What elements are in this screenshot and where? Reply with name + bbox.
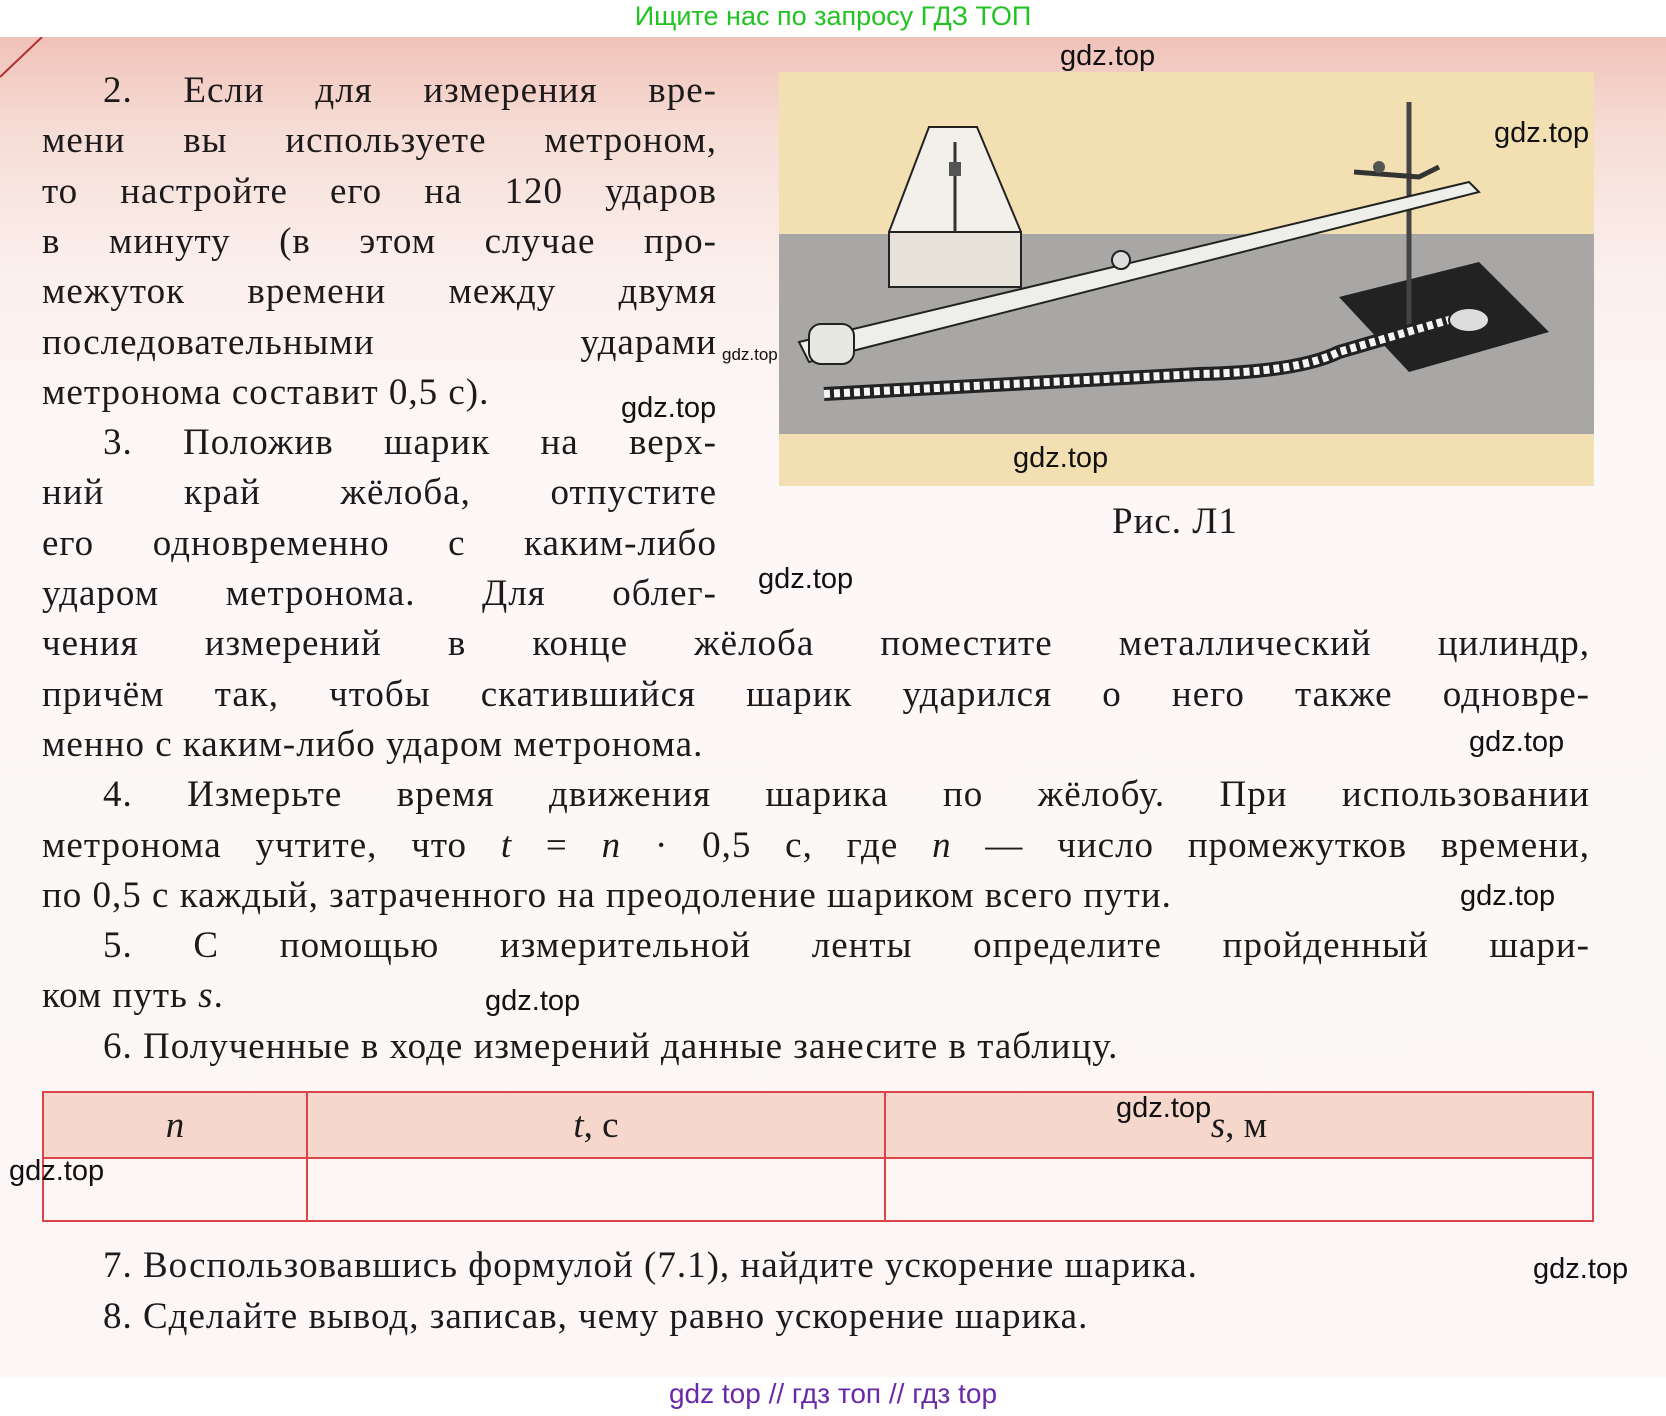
- text-line: [42, 873, 1172, 919]
- table-row: [43, 1158, 1593, 1221]
- text-line: [103, 68, 717, 114]
- watermark-text: gdz.top: [1494, 117, 1590, 149]
- watermark-text: gdz.top: [621, 392, 717, 424]
- text-line: [42, 571, 717, 617]
- search-banner: Ищите нас по запросу ГДЗ ТОП: [0, 0, 1666, 37]
- text-segment: менно с каким-либо ударом метронома.: [42, 723, 704, 765]
- metronome-ramp-illustration: [779, 72, 1594, 486]
- text-line: [42, 722, 703, 768]
- text-segment: 7. Воспользовавшись формулой (7.1), найдите ускорение шарика.: [103, 1245, 1198, 1286]
- table-cell: [885, 1158, 1593, 1221]
- watermark-text: gdz.top: [1533, 1253, 1629, 1285]
- text-segment: по 0,5 с каждый, затраченного на преодоление шариком всего пути.: [42, 874, 1172, 916]
- footer-watermark: gdz top // гдз топ // гдз top: [668, 1378, 998, 1409]
- text-segment: · 0,5 с, где: [621, 824, 933, 866]
- text-segment: ударом метронома. Для облег-: [42, 573, 717, 614]
- figure-caption: Рис. Л1: [1112, 501, 1238, 542]
- text-segment: метронома учтите, что: [42, 824, 501, 866]
- text-segment: то настройте его на 120 ударов: [42, 170, 717, 212]
- column-header-s: [885, 1092, 1593, 1158]
- text-segment: ком путь: [42, 975, 199, 1017]
- watermark-text: gdz.top: [1469, 726, 1565, 758]
- text-line: [103, 1243, 1198, 1289]
- text-line: [42, 621, 1590, 667]
- text-segment: 2. Если для измерения вре-: [103, 70, 717, 111]
- text-segment: чения измерений в конце жёлоба поместите металлический цилиндр,: [42, 623, 1590, 665]
- text-line: [42, 118, 717, 164]
- text-segment: 5. С помощью измерительной ленты определите пройденный шари-: [103, 925, 1590, 967]
- text-segment: .: [213, 975, 224, 1017]
- page-corner-line: [0, 37, 50, 87]
- column-header-t: [307, 1092, 885, 1158]
- text-line: [42, 169, 717, 215]
- math-variable: n: [601, 824, 622, 866]
- table-header-row: [43, 1092, 1593, 1158]
- watermark-text: gdz.top: [9, 1155, 105, 1187]
- math-variable: n: [932, 824, 952, 866]
- text-segment: в минуту (в этом случае про-: [42, 220, 717, 262]
- text-line: [103, 420, 717, 466]
- math-variable: s: [198, 975, 214, 1017]
- metronome-icon: [889, 127, 1021, 287]
- text-line: [103, 1024, 1118, 1070]
- text-line: [42, 219, 717, 265]
- text-line: [42, 973, 224, 1019]
- text-segment: 8. Сделайте вывод, записав, чему равно ускорение шарика.: [103, 1296, 1089, 1337]
- text-segment: его одновременно с каким-либо: [42, 522, 717, 564]
- text-segment: метронома составит 0,5 с).: [42, 371, 490, 413]
- unit: , с: [583, 1104, 619, 1146]
- measurements-table: [42, 1091, 1594, 1222]
- text-line: [103, 1294, 1088, 1340]
- text-segment: мени вы используете метроном,: [42, 120, 717, 162]
- watermark-text: gdz.top: [1060, 40, 1156, 72]
- text-line: [103, 772, 1590, 818]
- watermark-text: gdz.top: [1460, 880, 1556, 912]
- symbol: t: [573, 1104, 584, 1146]
- text-segment: ний край жёлоба, отпустите: [42, 472, 717, 514]
- watermark-text: gdz.top: [1116, 1092, 1212, 1124]
- text-segment: 3. Положив шарик на верх-: [103, 422, 717, 464]
- text-segment: последовательными ударами: [42, 321, 717, 363]
- text-segment: межуток времени между двумя: [42, 271, 717, 313]
- text-line: [42, 269, 717, 315]
- figure-l1-apparatus: [779, 72, 1594, 486]
- watermark-text: gdz.top: [1013, 442, 1109, 474]
- text-line: [42, 672, 1590, 718]
- text-segment: причём так, чтобы скатившийся шарик ударился о него также одновре-: [42, 673, 1590, 715]
- text-line: [42, 521, 717, 567]
- symbol: s: [1210, 1104, 1226, 1146]
- text-segment: =: [512, 824, 602, 866]
- text-segment: — число промежутков времени,: [951, 824, 1591, 866]
- text-segment: 6. Полученные в ходе измерений данные занесите в таблицу.: [103, 1025, 1119, 1067]
- text-line: [42, 320, 717, 366]
- watermark-text: gdz.top: [758, 563, 854, 595]
- text-line: [42, 370, 489, 416]
- column-header-n: [43, 1092, 307, 1158]
- unit: , м: [1225, 1104, 1268, 1146]
- text-segment: 4. Измерьте время движения шарика по жёлобу. При использовании: [103, 774, 1590, 816]
- text-line: [103, 923, 1590, 969]
- text-line: [42, 823, 1590, 869]
- math-variable: t: [500, 824, 513, 866]
- symbol: n: [165, 1104, 185, 1146]
- watermark-text: gdz.top: [722, 345, 778, 364]
- watermark-text: gdz.top: [485, 985, 581, 1017]
- text-line: [42, 470, 717, 516]
- table-cell: [307, 1158, 885, 1221]
